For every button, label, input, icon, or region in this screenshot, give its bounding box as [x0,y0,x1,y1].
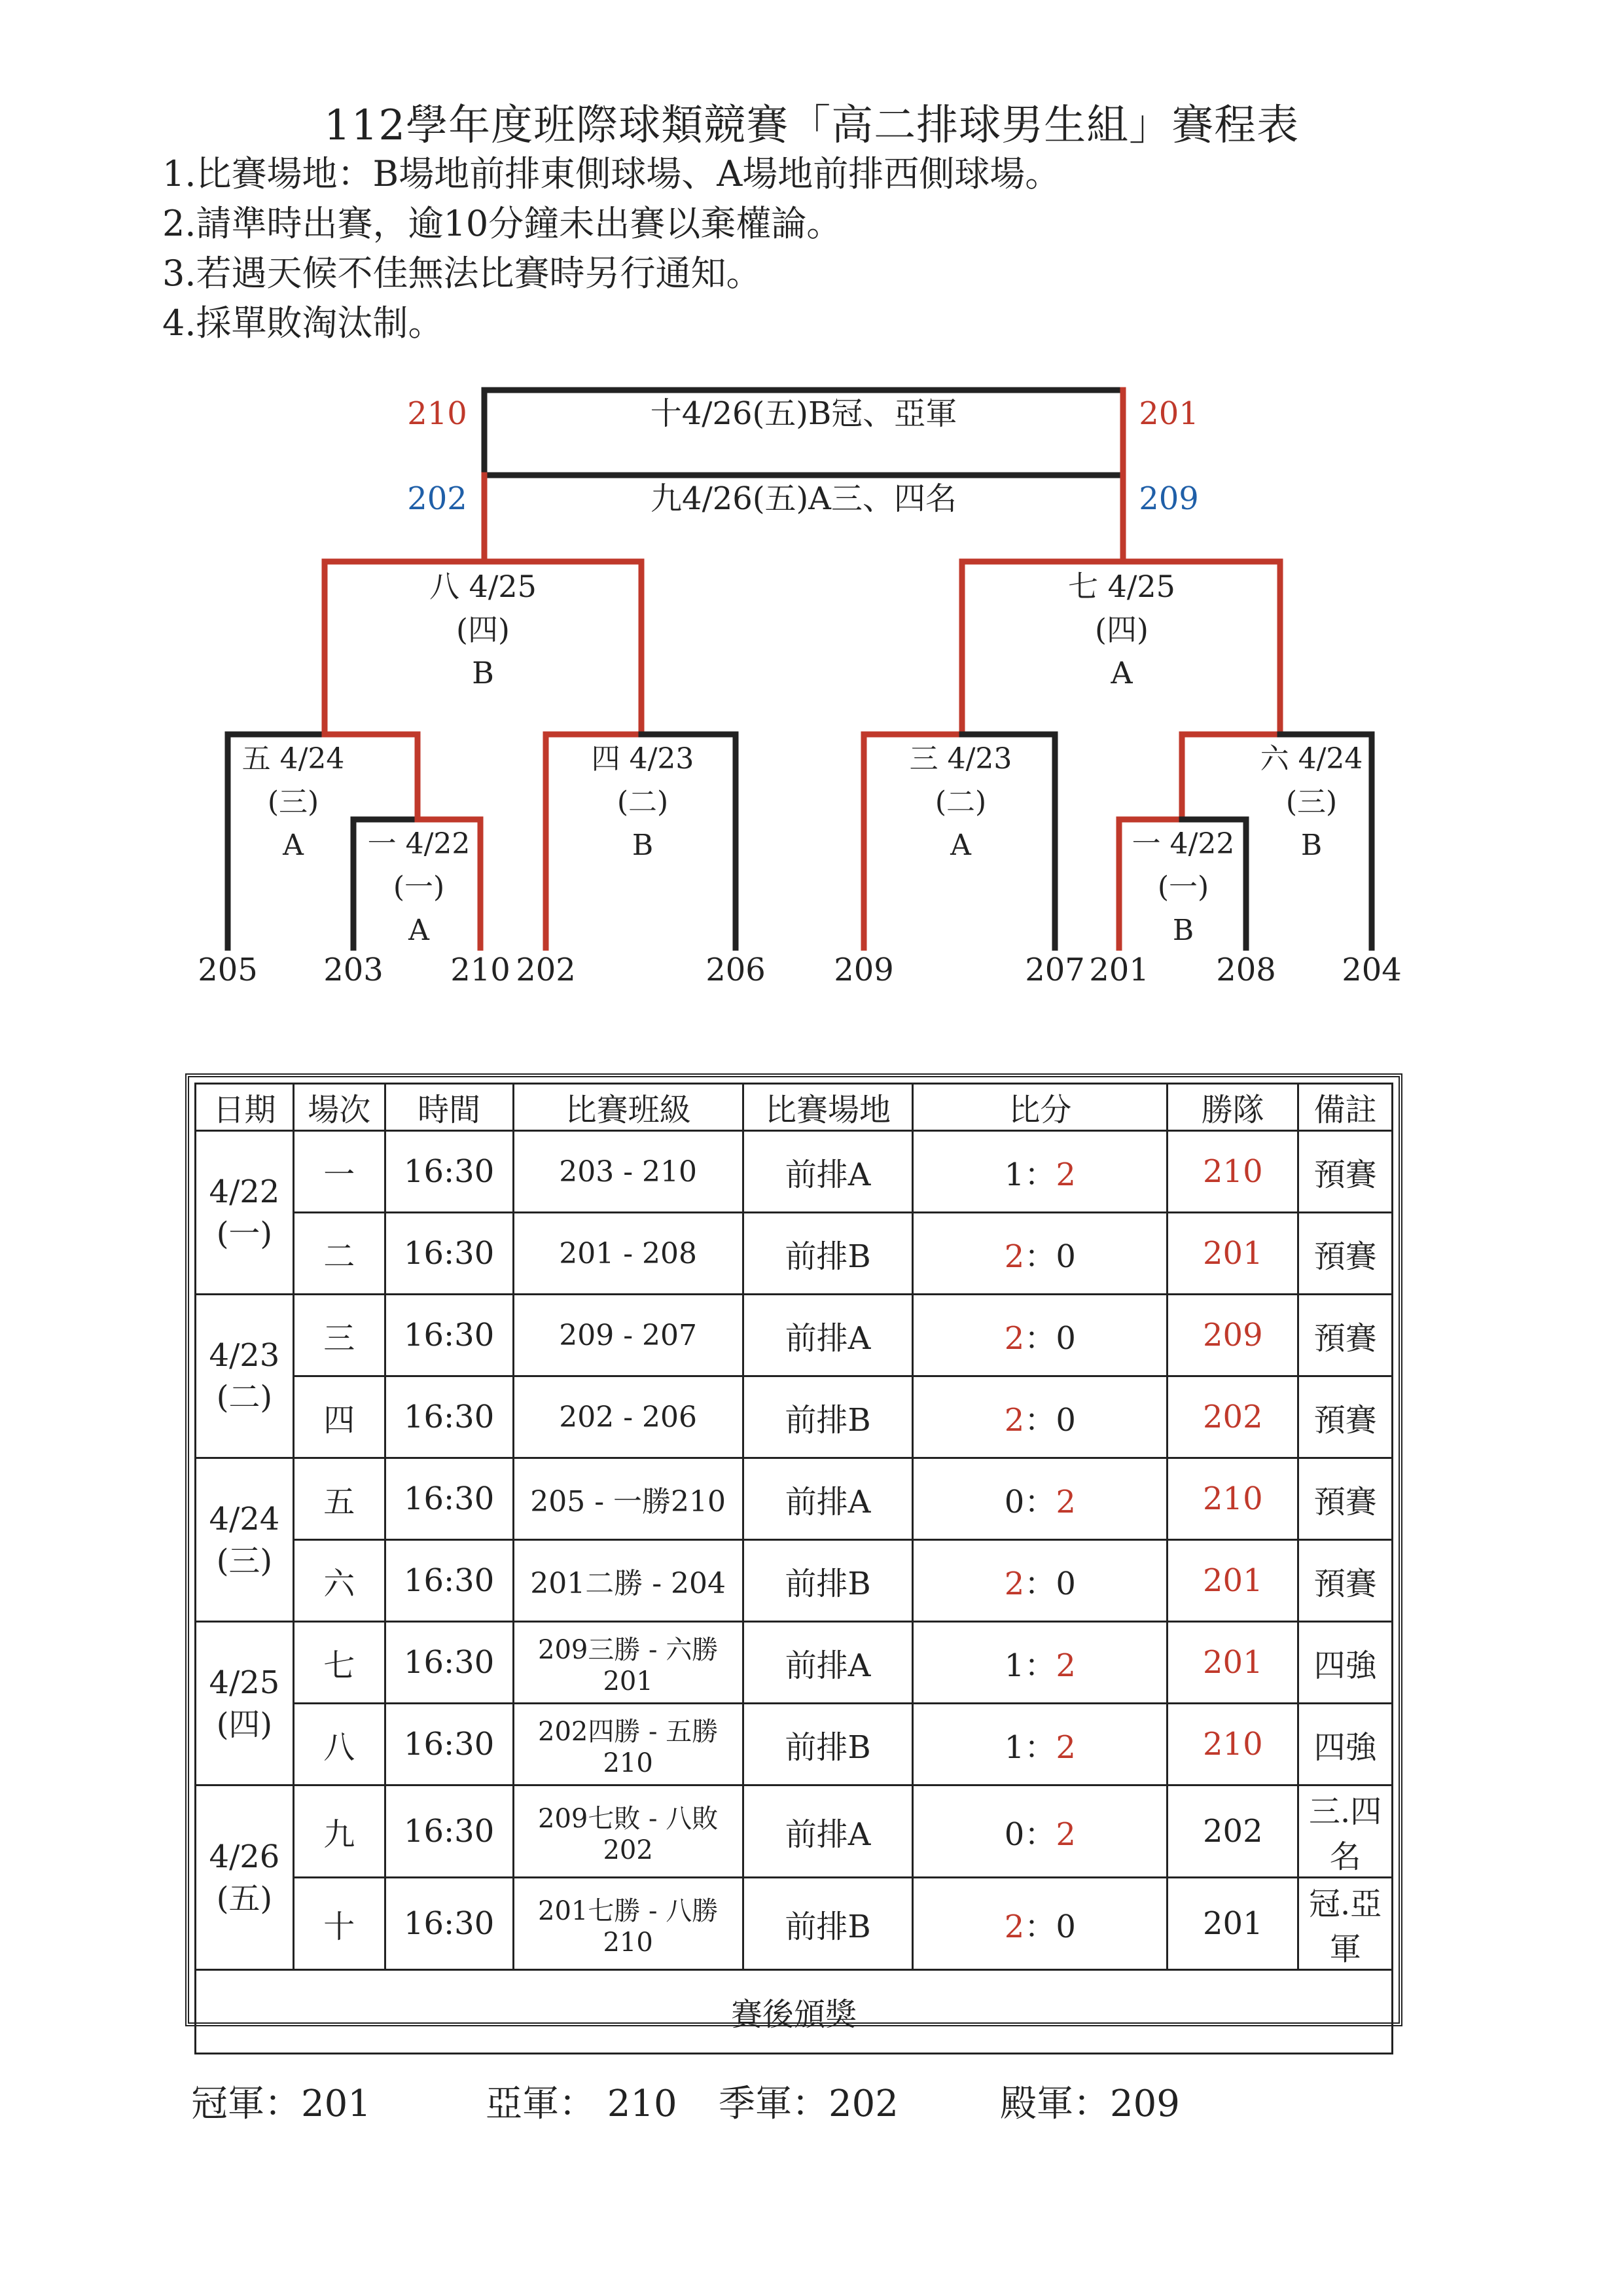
team-label: 206 [705,952,766,988]
col-header: 時間 [385,1084,513,1131]
team-label: 209 [834,952,894,988]
match-no: 二 [293,1213,385,1295]
match-time: 16:30 [385,1540,513,1622]
match-score: 1：2 [913,1622,1168,1704]
team-label: 208 [1216,952,1276,988]
m1-no: 一 4/22 [367,827,471,861]
table-row [196,1785,1393,1878]
match-note: 三.四名 [1298,1785,1393,1878]
table-row [196,1878,1393,1970]
match-note: 四強 [1298,1704,1393,1785]
final-right-team: 201 [1139,395,1199,432]
match-time: 16:30 [385,1213,513,1295]
match-score: 2：0 [913,1878,1168,1970]
match-court: 前排A [743,1785,912,1878]
m4-court: B [632,829,654,862]
match-winner: 210 [1168,1458,1298,1540]
team-label: 205 [198,952,258,988]
match-pair: 209三勝 - 六勝201 [513,1622,743,1704]
match-time: 16:30 [385,1376,513,1458]
rule-item: 3.若遇天候不佳無法比賽時另行通知。 [162,253,762,294]
match-court: 前排B [743,1540,912,1622]
table-row [196,1622,1393,1704]
match-court: 前排A [743,1131,912,1213]
m2-court: B [1172,914,1194,947]
rule-item: 4.採單敗淘汰制。 [162,302,444,344]
date-cell: 4/26 (五) [196,1785,294,1970]
match-pair: 201七勝 - 八勝210 [513,1878,743,1970]
fourth-place-result: 殿軍：209 [1000,2083,1180,2125]
match-note: 四強 [1298,1622,1393,1704]
match-court: 前排A [743,1622,912,1704]
match-no: 三 [293,1295,385,1376]
match-no: 四 [293,1376,385,1458]
match-pair: 203 - 210 [513,1131,743,1213]
col-header: 比分 [913,1084,1168,1131]
match-pair: 205 - 一勝210 [513,1458,743,1540]
match-score: 2：0 [913,1295,1168,1376]
final-left-team: 210 [407,395,467,432]
team-label: 202 [516,952,576,988]
m1-court: A [408,914,429,947]
m5-day: (三) [267,785,319,819]
third-left-team: 202 [407,480,467,517]
m6-day: (三) [1285,785,1338,819]
team-label: 207 [1025,952,1085,988]
match-time: 16:30 [385,1785,513,1878]
m8-day: (四) [456,612,510,647]
date-cell: 4/24 (三) [196,1458,294,1622]
match-winner: 202 [1168,1376,1298,1458]
table-row [196,1295,1393,1376]
match-note: 預賽 [1298,1213,1393,1295]
page-title: 112學年度班際球類競賽「高二排球男生組」賽程表 [323,101,1300,150]
table-row [196,1131,1393,1213]
table-header-row [196,1084,1393,1131]
schedule-table [194,1083,1393,2054]
m7-no: 七 4/25 [1068,569,1175,604]
match-score: 1：2 [913,1704,1168,1785]
match-no: 十 [293,1878,385,1970]
m7-day: (四) [1095,612,1149,647]
match-score: 2：0 [913,1376,1168,1458]
match-pair: 202 - 206 [513,1376,743,1458]
match-note: 預賽 [1298,1540,1393,1622]
match-court: 前排A [743,1295,912,1376]
m6-no: 六 4/24 [1260,742,1363,776]
match-time: 16:30 [385,1878,513,1970]
team-label: 204 [1342,952,1402,988]
match-note: 預賽 [1298,1458,1393,1540]
match-note: 預賽 [1298,1131,1393,1213]
award-note: 賽後頒獎 [196,1970,1393,2054]
m5-court: A [283,829,304,862]
col-header: 備註 [1298,1084,1393,1131]
match-no: 八 [293,1704,385,1785]
m2-day: (一) [1157,870,1209,904]
match-court: 前排B [743,1878,912,1970]
m8-no: 八 4/25 [429,569,537,604]
match-note: 冠.亞軍 [1298,1878,1393,1970]
match-pair: 209七敗 - 八敗202 [513,1785,743,1878]
match-winner: 202 [1168,1785,1298,1878]
match-winner: 201 [1168,1213,1298,1295]
m3-court: A [950,829,971,862]
match-score: 2：0 [913,1213,1168,1295]
match-score: 0：2 [913,1458,1168,1540]
table-row [196,1704,1393,1785]
match-note: 預賽 [1298,1295,1393,1376]
champion-result: 冠軍：201 [191,2083,371,2125]
m7-court: A [1111,655,1133,691]
col-header: 比賽班級 [513,1084,743,1131]
team-label: 201 [1089,952,1149,988]
match-winner: 209 [1168,1295,1298,1376]
date-cell: 4/22 (一) [196,1131,294,1295]
table-row [196,1540,1393,1622]
match-time: 16:30 [385,1131,513,1213]
match-pair: 201 - 208 [513,1213,743,1295]
match-winner: 201 [1168,1622,1298,1704]
table-row [196,1213,1393,1295]
match-winner: 201 [1168,1878,1298,1970]
runner-up-result: 亞軍： 210 [486,2083,677,2125]
match-time: 16:30 [385,1458,513,1540]
match-no: 一 [293,1131,385,1213]
match-winner: 201 [1168,1540,1298,1622]
date-cell: 4/25 (四) [196,1622,294,1785]
match-court: 前排B [743,1704,912,1785]
match-time: 16:30 [385,1622,513,1704]
match-no: 六 [293,1540,385,1622]
match-no: 五 [293,1458,385,1540]
col-header: 場次 [293,1084,385,1131]
rule-item: 1.比賽場地：B場地前排東側球場、A場地前排西側球場。 [162,153,1061,194]
match-court: 前排B [743,1213,912,1295]
m2-no: 一 4/22 [1132,827,1235,861]
match-time: 16:30 [385,1704,513,1785]
third-place-result: 季軍：202 [719,2083,899,2125]
m8-court: B [472,655,494,691]
col-header: 比賽場地 [743,1084,912,1131]
match-no: 七 [293,1622,385,1704]
m10-label: 十4/26(五)B冠、亞軍 [650,395,957,432]
third-right-team: 209 [1139,480,1199,517]
match-pair: 209 - 207 [513,1295,743,1376]
m4-no: 四 4/23 [591,742,694,776]
col-header: 日期 [196,1084,294,1131]
col-header: 勝隊 [1168,1084,1298,1131]
rule-item: 2.請準時出賽，逾10分鐘未出賽以棄權論。 [162,203,842,244]
m3-no: 三 4/23 [909,742,1012,776]
table-row [196,1458,1393,1540]
match-pair: 201二勝 - 204 [513,1540,743,1622]
tournament-bracket [0,0,1623,1021]
match-pair: 202四勝 - 五勝210 [513,1704,743,1785]
match-winner: 210 [1168,1704,1298,1785]
m6-court: B [1300,829,1323,862]
match-score: 2：0 [913,1540,1168,1622]
match-court: 前排B [743,1376,912,1458]
match-score: 0：2 [913,1785,1168,1878]
match-no: 九 [293,1785,385,1878]
table-row [196,1376,1393,1458]
match-score: 1：2 [913,1131,1168,1213]
match-winner: 210 [1168,1131,1298,1213]
table-footer-row [196,1970,1393,2054]
date-cell: 4/23 (二) [196,1295,294,1458]
match-note: 預賽 [1298,1376,1393,1458]
team-label: 210 [450,952,510,988]
m4-day: (二) [616,785,669,819]
m9-label: 九4/26(五)A三、四名 [651,480,957,517]
m1-day: (一) [393,870,445,904]
schedule-table-frame [185,1073,1402,2033]
team-label: 203 [323,952,383,988]
match-time: 16:30 [385,1295,513,1376]
m3-day: (二) [935,785,987,819]
match-court: 前排A [743,1458,912,1540]
m5-no: 五 4/24 [241,742,345,776]
